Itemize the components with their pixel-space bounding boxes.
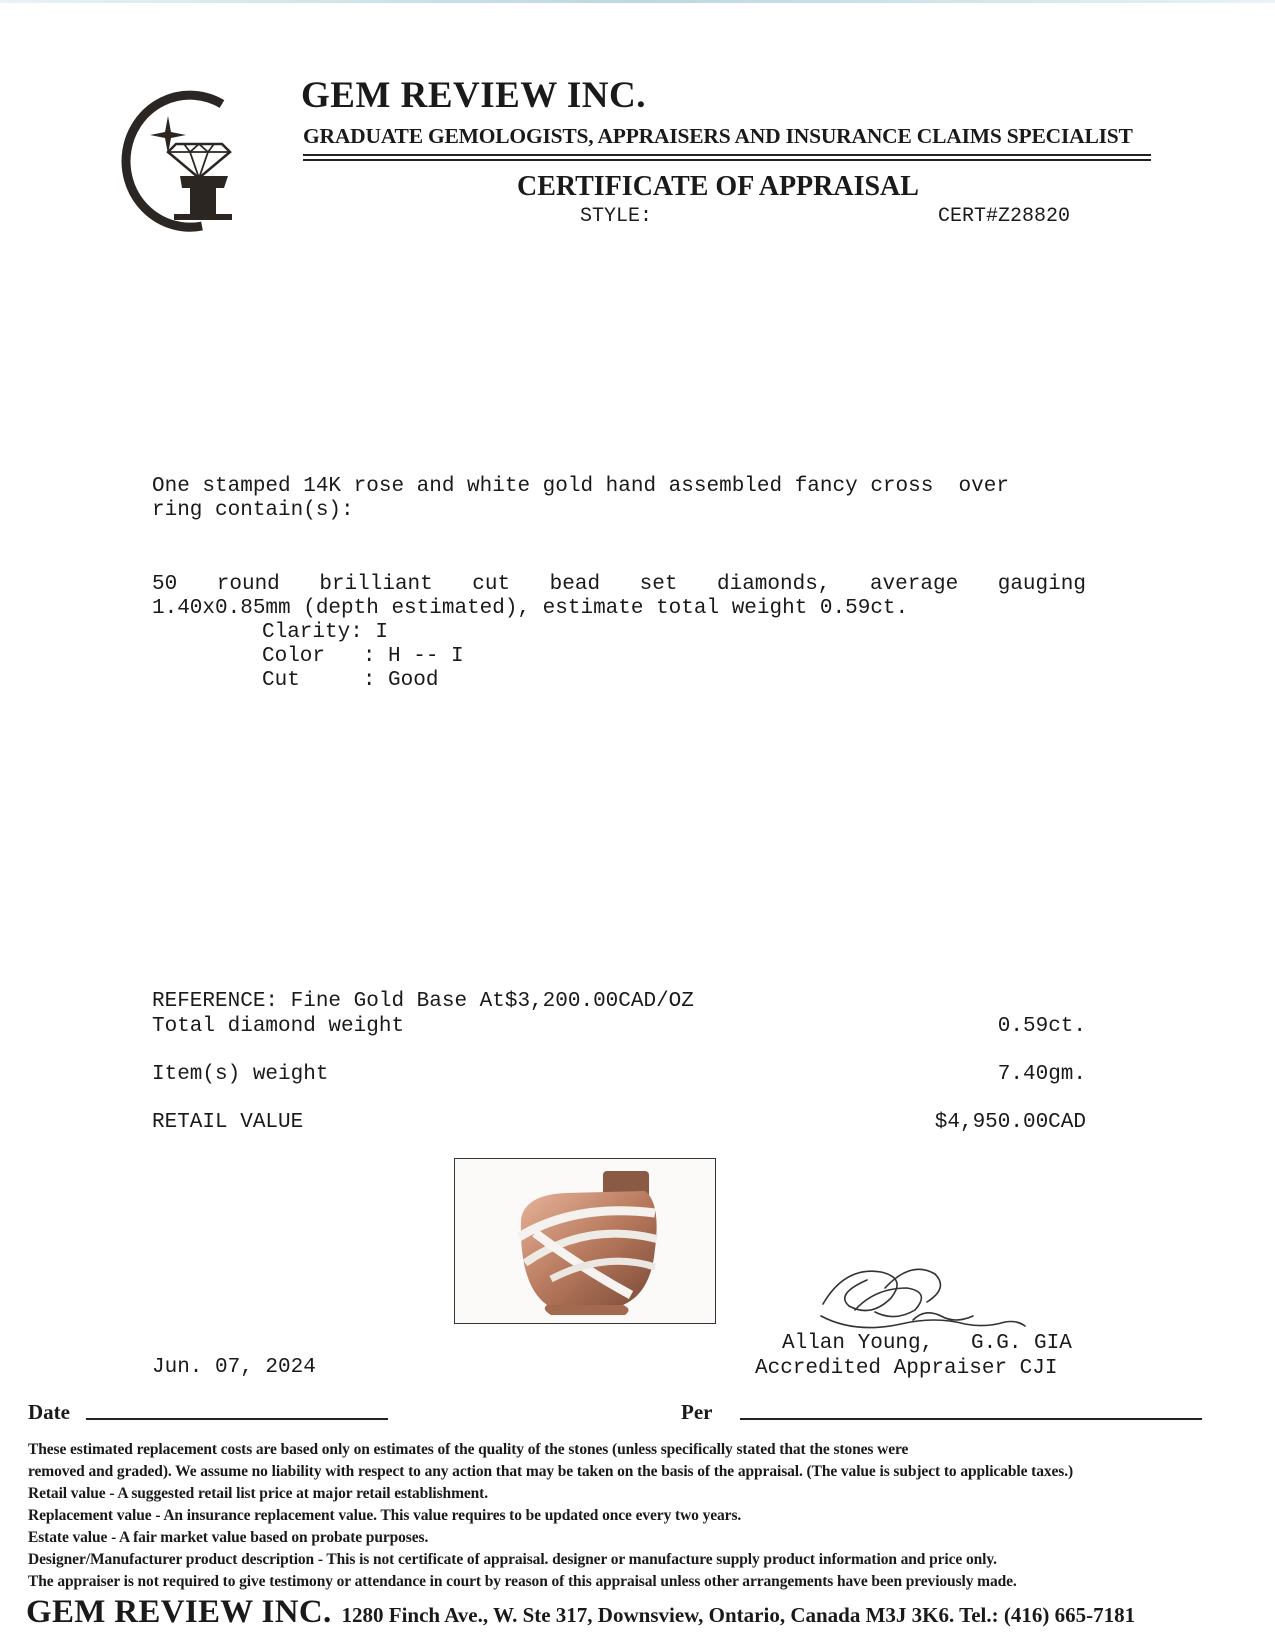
disclaimer-line: Retail value - A suggested retail list price at major retail establishment.: [28, 1485, 489, 1502]
footer-address: 1280 Finch Ave., W. Ste 317, Downsview, Ontario, Canada M3J 3K6. Tel.: (416) 665-7181: [341, 1603, 1136, 1627]
disclaimer-line: Replacement value - An insurance replacement value. This value requires to be updated once every two years.: [28, 1507, 742, 1524]
retail-value-amount: $4,950.00CAD: [934, 1111, 1086, 1134]
appraiser-name: Allan Young, G.G. GIA: [782, 1332, 1072, 1355]
cut-grade: Cut : Good: [262, 669, 439, 692]
certificate-title: CERTIFICATE OF APPRAISAL: [517, 171, 919, 202]
retail-value-label: RETAIL VALUE: [152, 1111, 304, 1134]
item-description-line: One stamped 14K rose and white gold hand assembled fancy cross over: [152, 475, 1009, 498]
item-description-line: ring contain(s):: [152, 499, 354, 522]
appraisal-date: Jun. 07, 2024: [152, 1356, 316, 1379]
item-weight-row: [152, 1063, 1086, 1086]
stones-word: brilliant: [319, 573, 433, 596]
ring-illustration: [455, 1159, 716, 1324]
date-label: Date: [28, 1400, 70, 1424]
footer-company-name: GEM REVIEW INC.: [26, 1594, 332, 1630]
stones-word: cut: [472, 573, 511, 596]
style-label: STYLE:: [580, 205, 653, 228]
appraiser-title: Accredited Appraiser CJI: [755, 1357, 1058, 1380]
disclaimer-line: These estimated replacement costs are based only on estimates of the quality of the stones (unless specifically stated that the stones were: [28, 1441, 909, 1458]
color-grade: Color : H -- I: [262, 645, 464, 668]
diamond-weight-row: [152, 1015, 1086, 1038]
stones-word: bead: [549, 573, 601, 596]
header-rule-top: [303, 154, 1151, 156]
stones-description-line: 1.40x0.85mm (depth estimated), estimate total weight 0.59ct.: [152, 597, 909, 620]
gold-base-reference: REFERENCE: Fine Gold Base At$3,200.00CAD/OZ: [152, 990, 694, 1013]
diamond-weight-value: 0.59ct.: [997, 1015, 1086, 1038]
certificate-number: CERT#Z28820: [938, 205, 1071, 228]
stones-word: 50: [152, 573, 178, 596]
disclaimer-line: removed and graded). We assume no liability with respect to any action that may be taken on the basis of the appraisal. (The value is subject to applicable taxes.): [28, 1463, 1074, 1480]
g-diamond-logo-icon: [110, 86, 250, 232]
company-tagline: GRADUATE GEMOLOGISTS, APPRAISERS AND INSURANCE CLAIMS SPECIALIST: [303, 124, 1133, 148]
disclaimer-line: The appraiser is not required to give testimony or attendance in court by reason of this appraisal unless other arrangements have been previously made.: [28, 1573, 1017, 1590]
stones-word: set: [639, 573, 678, 596]
stones-word: average: [869, 573, 959, 596]
stones-description-line: [152, 573, 1086, 598]
footer: [26, 1594, 1135, 1631]
item-weight-value: 7.40gm.: [997, 1063, 1086, 1086]
diamond-weight-label: Total diamond weight: [152, 1015, 405, 1038]
scan-edge-strip: [0, 0, 1275, 3]
company-name: GEM REVIEW INC.: [301, 75, 646, 116]
retail-value-row: [152, 1111, 1086, 1134]
per-label: Per: [681, 1400, 713, 1424]
disclaimer-line: Estate value - A fair market value based on probate purposes.: [28, 1529, 429, 1546]
header-rule-bottom: [303, 159, 1151, 161]
stones-word: gauging: [997, 573, 1086, 596]
stones-word: round: [216, 573, 280, 596]
date-signature-line: [86, 1418, 388, 1420]
clarity-grade: Clarity: I: [262, 621, 389, 644]
appraiser-signature: [815, 1258, 1045, 1340]
per-signature-line: [740, 1418, 1202, 1420]
ring-photo: [454, 1158, 716, 1324]
disclaimer-line: Designer/Manufacturer product description - This is not certificate of appraisal. designer or manufacture supply product information and price only.: [28, 1551, 997, 1568]
stones-word: diamonds,: [716, 573, 831, 596]
item-weight-label: Item(s) weight: [152, 1063, 329, 1086]
